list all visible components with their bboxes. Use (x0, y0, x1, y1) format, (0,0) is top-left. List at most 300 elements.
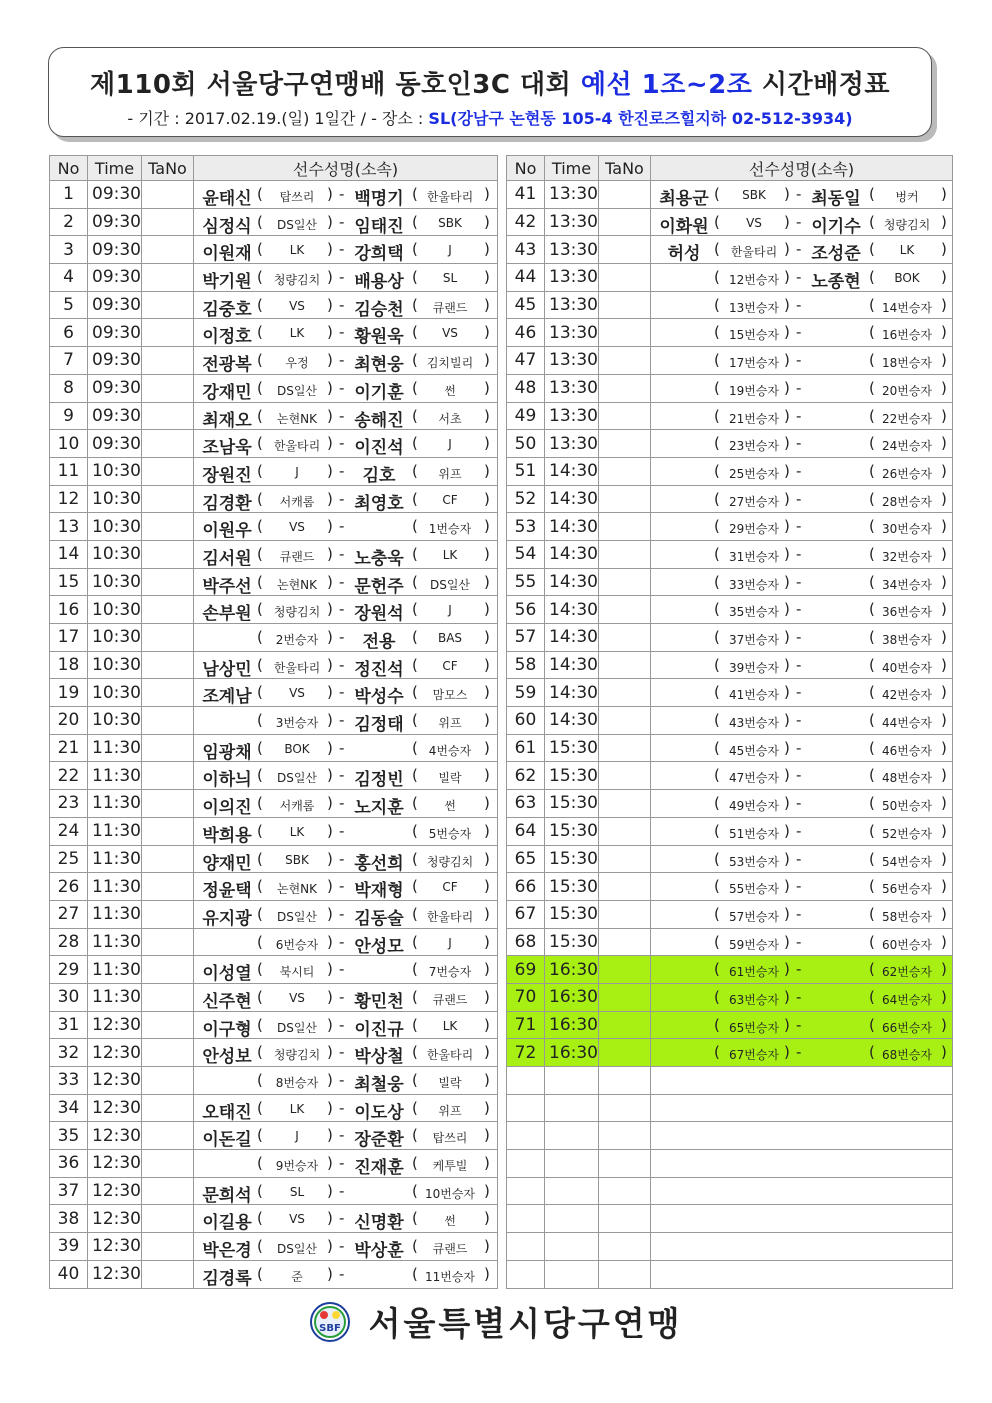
title-tail: 시간배정표 (761, 70, 890, 100)
match-no: 66 (507, 873, 545, 901)
match-players (194, 568, 498, 596)
player-2-club: CF (442, 658, 458, 673)
match-no: 19 (50, 679, 88, 707)
paren-open: ( (257, 406, 263, 425)
match-players (194, 181, 498, 209)
player-1-club: 9번승자 (275, 1159, 319, 1174)
paren-close: ) (484, 1264, 490, 1283)
player-1-name: 박주선 (202, 576, 252, 596)
match-players (194, 236, 498, 264)
table-no (142, 1150, 194, 1178)
table-row (50, 928, 498, 956)
player-1-club: 49번승자 (728, 799, 780, 814)
player-1-club: 63번승자 (728, 992, 780, 1007)
player-2-club: 58번승자 (881, 909, 933, 924)
paren-close: ) (484, 960, 490, 979)
match-no: 11 (50, 457, 88, 485)
paren-open: ( (412, 1154, 418, 1173)
player-1-name: 박기원 (202, 272, 252, 292)
match-players (194, 540, 498, 568)
match-players (194, 485, 498, 513)
table-row (50, 762, 498, 790)
match-time: 15:30 (545, 734, 599, 762)
player-2-club: 66번승자 (881, 1020, 933, 1035)
match-no: 37 (50, 1177, 88, 1205)
player-2-name: 노종현 (811, 272, 861, 292)
paren-open: ( (257, 794, 263, 813)
paren-close-dash: ) (784, 295, 790, 314)
match-no: 48 (507, 374, 545, 402)
match-players (651, 1039, 953, 1067)
paren-close: ) (941, 351, 947, 370)
player-2-name: 홍선희 (354, 853, 404, 873)
player-1-club: SBK (285, 852, 309, 867)
player-1-name: 김경환 (202, 493, 252, 513)
paren-close-dash: ) (327, 1071, 333, 1089)
match-time: 10:30 (88, 707, 142, 735)
paren-close-dash: ) (327, 932, 333, 951)
player-2-club: 김치빌리 (426, 356, 474, 371)
match-players (651, 873, 953, 901)
match-time: 15:30 (545, 762, 599, 790)
table-row (50, 1094, 498, 1122)
vs-dash: - (339, 821, 345, 840)
table-row (50, 1067, 498, 1095)
vs-dash: - (796, 766, 802, 785)
paren-close: ) (484, 600, 490, 619)
player-2-club: J (448, 243, 452, 258)
table-no (599, 402, 651, 430)
match-no: 21 (50, 734, 88, 762)
vs-dash: - (339, 1015, 345, 1034)
table-no (142, 956, 194, 984)
table-no (142, 1260, 194, 1288)
paren-open: ( (257, 683, 263, 702)
vs-dash: - (796, 489, 802, 508)
player-2-name: 강희택 (354, 244, 404, 264)
player-2-club: 22번승자 (881, 411, 933, 426)
paren-open: ( (714, 932, 720, 951)
paren-close-dash: ) (327, 268, 333, 287)
player-1-club: VS (289, 1212, 305, 1227)
match-time: 09:30 (88, 430, 142, 458)
vs-dash: - (339, 323, 345, 342)
match-no: 23 (50, 790, 88, 818)
match-time: 10:30 (88, 513, 142, 541)
player-1-name: 강재민 (202, 382, 252, 402)
match-players (651, 347, 953, 375)
table-row (507, 1039, 953, 1067)
vs-dash: - (339, 655, 345, 674)
match-time: 15:30 (545, 928, 599, 956)
player-1-name: 조남욱 (202, 438, 252, 458)
table-no (142, 319, 194, 347)
col-time-header: Time (88, 156, 142, 181)
paren-close-dash: ) (784, 212, 790, 231)
match-time: 13:30 (545, 347, 599, 375)
match-no: 52 (507, 485, 545, 513)
match-players (194, 900, 498, 928)
match-players (651, 790, 953, 818)
player-1-name: 이하늬 (202, 770, 252, 790)
match-time: 09:30 (88, 264, 142, 292)
player-2-name: 배용상 (354, 272, 404, 292)
match-no: 53 (507, 513, 545, 541)
player-1-club: DS일산 (276, 909, 318, 924)
paren-open: ( (412, 406, 418, 425)
player-1-club: 논현NK (276, 411, 318, 426)
table-row (50, 347, 498, 375)
paren-open: ( (412, 378, 418, 397)
player-1-club: 53번승자 (728, 854, 780, 869)
paren-open: ( (257, 517, 263, 536)
paren-close-dash: ) (327, 877, 333, 896)
player-2-club: 청량김치 (883, 217, 931, 232)
match-no: 35 (50, 1122, 88, 1150)
paren-close: ) (941, 904, 947, 923)
player-2-club: 큐랜드 (432, 992, 468, 1007)
vs-dash: - (796, 434, 802, 453)
match-players (651, 485, 953, 513)
match-no: 29 (50, 956, 88, 984)
player-2-club: 위프 (438, 466, 462, 481)
player-2-name: 최현웅 (354, 355, 404, 375)
empty-cell (651, 1122, 953, 1150)
table-row (507, 707, 953, 735)
table-row (507, 956, 953, 984)
paren-open: ( (257, 212, 263, 231)
player-2-name: 전용 (362, 632, 396, 652)
paren-close: ) (941, 683, 947, 702)
paren-open: ( (412, 987, 418, 1006)
match-players (651, 568, 953, 596)
match-no: 2 (50, 208, 88, 236)
paren-close: ) (484, 1154, 490, 1173)
table-row (507, 568, 953, 596)
match-players (194, 430, 498, 458)
match-no: 18 (50, 651, 88, 679)
match-no: 28 (50, 928, 88, 956)
table-row (50, 1150, 498, 1178)
table-row (50, 540, 498, 568)
empty-cell (599, 1260, 651, 1288)
player-1-club: 19번승자 (728, 383, 780, 398)
paren-open: ( (714, 683, 720, 702)
paren-close: ) (484, 378, 490, 397)
paren-open: ( (869, 351, 875, 370)
paren-close: ) (484, 794, 490, 813)
match-players (194, 1039, 498, 1067)
table-row (507, 291, 953, 319)
player-2-name: 이기훈 (354, 382, 404, 402)
paren-close-dash: ) (327, 406, 333, 425)
paren-open: ( (412, 434, 418, 453)
player-1-name: 박희용 (202, 825, 252, 845)
table-no (142, 457, 194, 485)
table-no (142, 900, 194, 928)
paren-open: ( (869, 655, 875, 674)
player-1-club: DS일산 (276, 217, 318, 232)
player-2-name: 박상철 (354, 1047, 404, 1067)
match-time: 12:30 (88, 1122, 142, 1150)
paren-open: ( (412, 655, 418, 674)
paren-close: ) (941, 794, 947, 813)
table-row (507, 430, 953, 458)
table-no (599, 374, 651, 402)
match-time: 14:30 (545, 485, 599, 513)
table-row (507, 679, 953, 707)
player-2-club: 34번승자 (881, 577, 933, 592)
table-no (599, 430, 651, 458)
col-no-header: No (50, 156, 88, 181)
table-row (50, 817, 498, 845)
paren-close-dash: ) (784, 185, 790, 203)
match-players (194, 873, 498, 901)
paren-open: ( (412, 683, 418, 702)
paren-close-dash: ) (784, 794, 790, 813)
paren-close: ) (941, 544, 947, 563)
table-row (50, 624, 498, 652)
paren-close-dash: ) (784, 987, 790, 1006)
paren-close-dash: ) (784, 628, 790, 646)
table-row (50, 1260, 498, 1288)
table-no (599, 291, 651, 319)
player-2-name: 안성모 (354, 936, 404, 956)
match-time: 11:30 (88, 928, 142, 956)
match-no: 56 (507, 596, 545, 624)
match-time: 09:30 (88, 347, 142, 375)
paren-close: ) (484, 517, 490, 536)
match-no: 46 (507, 319, 545, 347)
match-players (651, 596, 953, 624)
player-2-name: 박상훈 (354, 1241, 404, 1261)
paren-close: ) (484, 240, 490, 259)
paren-open: ( (714, 1015, 720, 1034)
match-no: 33 (50, 1067, 88, 1095)
match-no: 43 (507, 236, 545, 264)
player-2-club: 46번승자 (881, 743, 933, 758)
player-2-club: 36번승자 (881, 605, 933, 620)
player-2-name: 이진석 (354, 438, 404, 458)
player-2-club: VS (442, 326, 458, 341)
paren-close: ) (484, 544, 490, 563)
vs-dash: - (796, 544, 802, 563)
vs-dash: - (796, 960, 802, 979)
table-no (599, 983, 651, 1011)
table-row (50, 983, 498, 1011)
empty-cell (507, 1094, 545, 1122)
col-no-header: No (507, 156, 545, 181)
table-row (507, 734, 953, 762)
empty-cell (599, 1233, 651, 1261)
paren-close-dash: ) (327, 904, 333, 923)
table-no (599, 1039, 651, 1067)
paren-open: ( (714, 461, 720, 480)
player-1-name: 김경록 (202, 1268, 252, 1288)
empty-row (507, 1177, 953, 1205)
col-time-header: Time (545, 156, 599, 181)
match-no: 10 (50, 430, 88, 458)
paren-close: ) (484, 683, 490, 702)
player-1-club: LK (289, 824, 305, 839)
match-players (651, 928, 953, 956)
match-players (651, 624, 953, 652)
player-2-club: 68번승자 (881, 1048, 933, 1063)
player-1-name: 이의진 (202, 798, 252, 818)
player-2-club: 맘모스 (432, 688, 468, 703)
vs-dash: - (339, 849, 345, 868)
player-1-club: VS (289, 686, 305, 701)
paren-open: ( (869, 932, 875, 951)
player-1-name: 윤태신 (202, 189, 252, 209)
match-no: 17 (50, 624, 88, 652)
table-no (599, 568, 651, 596)
match-time: 12:30 (88, 1011, 142, 1039)
player-2-name: 노충욱 (354, 548, 404, 569)
table-no (142, 1011, 194, 1039)
paren-open: ( (714, 544, 720, 563)
paren-open: ( (257, 378, 263, 397)
paren-open: ( (257, 323, 263, 342)
paren-open: ( (412, 1098, 418, 1117)
table-row (50, 845, 498, 873)
player-1-club: 한울타리 (273, 660, 321, 675)
player-2-club: 62번승자 (881, 965, 933, 980)
match-no: 58 (507, 651, 545, 679)
match-no: 64 (507, 817, 545, 845)
table-no (142, 1067, 194, 1095)
player-2-name: 정진석 (354, 659, 404, 679)
paren-open: ( (869, 185, 875, 203)
paren-close-dash: ) (327, 849, 333, 868)
player-2-club: 벙커 (895, 190, 919, 204)
table-no (599, 762, 651, 790)
paren-close: ) (484, 904, 490, 923)
player-1-club: 35번승자 (728, 605, 780, 620)
empty-row (507, 1260, 953, 1288)
match-time: 16:30 (545, 1011, 599, 1039)
match-time: 13:30 (545, 236, 599, 264)
match-time: 15:30 (545, 900, 599, 928)
paren-close: ) (941, 461, 947, 480)
match-time: 14:30 (545, 568, 599, 596)
paren-close-dash: ) (327, 600, 333, 619)
player-1-club: 탑쓰리 (279, 190, 315, 204)
match-no: 7 (50, 347, 88, 375)
match-players (651, 762, 953, 790)
player-1-club: 25번승자 (728, 466, 780, 481)
paren-open: ( (869, 461, 875, 480)
player-2-club: J (448, 437, 452, 452)
match-no: 72 (507, 1039, 545, 1067)
match-time: 10:30 (88, 457, 142, 485)
paren-close: ) (484, 877, 490, 896)
col-tano-header: TaNo (599, 156, 651, 181)
paren-open: ( (869, 489, 875, 508)
player-1-club: LK (289, 1101, 305, 1116)
paren-close: ) (484, 185, 490, 203)
paren-open: ( (412, 323, 418, 342)
paren-close-dash: ) (327, 323, 333, 342)
title-box (48, 47, 932, 137)
table-no (599, 513, 651, 541)
match-time: 14:30 (545, 624, 599, 652)
paren-open: ( (869, 766, 875, 785)
table-no (142, 817, 194, 845)
match-time: 11:30 (88, 873, 142, 901)
player-1-club: 29번승자 (728, 522, 780, 537)
paren-open: ( (257, 628, 263, 646)
match-time: 11:30 (88, 900, 142, 928)
match-players (194, 1122, 498, 1150)
table-no (599, 873, 651, 901)
paren-open: ( (714, 240, 720, 259)
player-2-club: 7번승자 (428, 965, 472, 980)
empty-cell (545, 1067, 599, 1095)
match-no: 26 (50, 873, 88, 901)
paren-close-dash: ) (784, 766, 790, 785)
vs-dash: - (339, 766, 345, 785)
player-2-name: 이진규 (354, 1019, 404, 1039)
table-no (142, 568, 194, 596)
player-2-name: 장원석 (354, 604, 404, 624)
col-tano-header: TaNo (142, 156, 194, 181)
table-row (507, 319, 953, 347)
paren-close-dash: ) (327, 461, 333, 480)
paren-open: ( (869, 711, 875, 730)
paren-open: ( (869, 877, 875, 896)
col-players-header: 선수성명(소속) (194, 156, 498, 181)
match-players (194, 374, 498, 402)
paren-open: ( (412, 1043, 418, 1062)
paren-open: ( (412, 932, 418, 951)
player-1-name: 이구형 (202, 1019, 252, 1039)
table-no (142, 790, 194, 818)
match-no: 55 (507, 568, 545, 596)
vs-dash: - (796, 295, 802, 314)
match-time: 12:30 (88, 1094, 142, 1122)
table-no (142, 1039, 194, 1067)
subtitle (49, 106, 931, 129)
table-row (507, 651, 953, 679)
match-time: 13:30 (545, 291, 599, 319)
vs-dash: - (796, 185, 802, 203)
match-players (651, 817, 953, 845)
player-2-name: 김호 (362, 465, 396, 486)
paren-open: ( (869, 821, 875, 840)
table-no (599, 347, 651, 375)
match-time: 09:30 (88, 181, 142, 209)
match-no: 32 (50, 1039, 88, 1067)
vs-dash: - (796, 212, 802, 231)
empty-row (507, 1205, 953, 1233)
vs-dash: - (339, 932, 345, 951)
paren-open: ( (412, 212, 418, 231)
paren-close-dash: ) (327, 628, 333, 646)
table-row (507, 513, 953, 541)
match-players (651, 956, 953, 984)
match-time: 14:30 (545, 457, 599, 485)
table-no (142, 734, 194, 762)
match-players (194, 457, 498, 485)
empty-row (507, 1094, 953, 1122)
table-row (50, 208, 498, 236)
player-1-club: 2번승자 (275, 633, 319, 647)
paren-close-dash: ) (327, 517, 333, 536)
table-row (507, 402, 953, 430)
match-players (194, 790, 498, 818)
paren-close-dash: ) (784, 406, 790, 425)
